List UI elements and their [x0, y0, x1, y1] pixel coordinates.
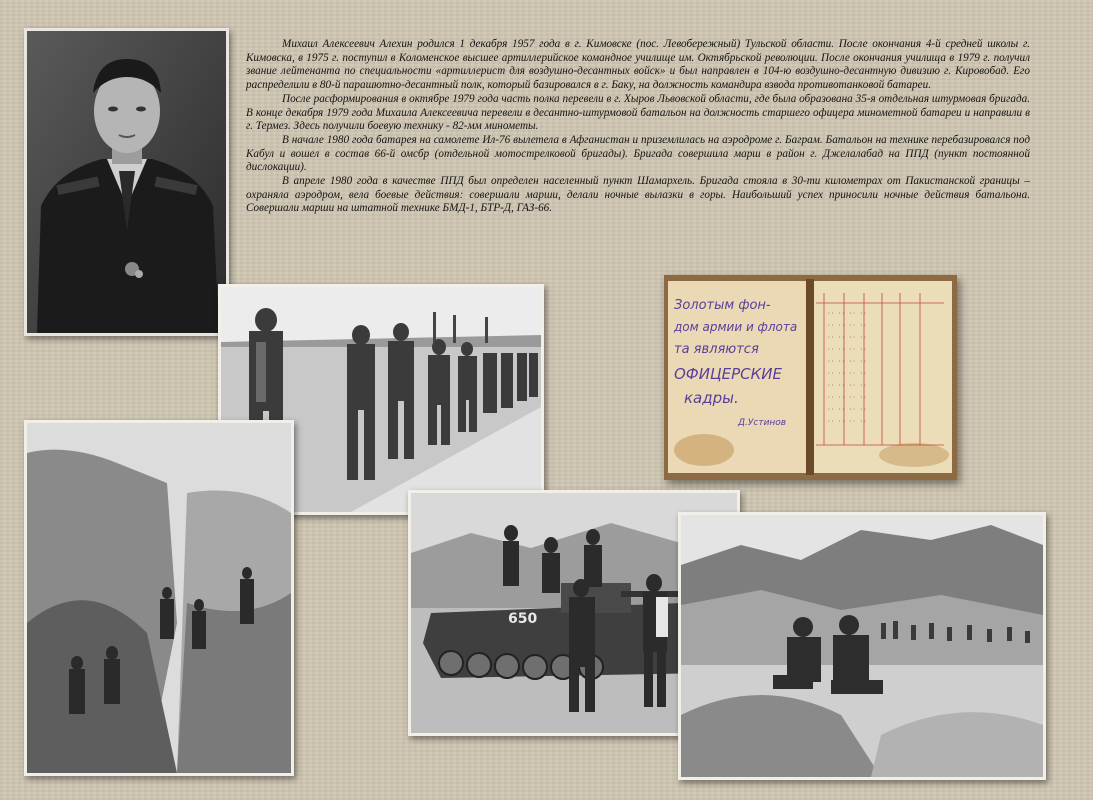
- handwriting-signature: Д.Устинов: [738, 418, 787, 428]
- svg-text:·· ·· ·· ··: ·· ·· ·· ··: [827, 334, 867, 341]
- notebook-photo: [664, 275, 957, 480]
- svg-text:·· ·· ·· ··: ·· ·· ·· ··: [827, 406, 867, 413]
- svg-text:·· ·· ·· ··: ·· ·· ·· ··: [827, 370, 867, 377]
- svg-text:·· ·· ·· ··: ·· ·· ·· ··: [827, 358, 867, 365]
- svg-text:·· ·· ·· ··: ·· ·· ·· ··: [827, 322, 867, 329]
- svg-text:·· ·· ·· ··: ·· ·· ·· ··: [827, 310, 867, 317]
- handwriting-line-3: та являются: [674, 342, 759, 357]
- biography-text: [246, 38, 1030, 216]
- handwriting-line-4: ОФИЦЕРСКИЕ: [674, 365, 782, 383]
- svg-text:·· ·· ·· ··: ·· ·· ·· ··: [827, 394, 867, 401]
- bio-paragraph-2: После расформирования в октябре 1979 года часть полка перевели в г. Хыров Львовской области, где была образована 35-я отдельная штурмовая бригада. В конце декабря 1979 года Михаила Алексеевича перевели в десантно-штурмовой батальон на должность старшего офицера минометной батареи и направили в г. Термез. Здесь получили боевую технику - 82-мм минометы.: [246, 92, 1030, 133]
- bio-paragraph-4: В апреле 1980 года в качестве ППД был определен населенный пункт Шамархель. Бригада стояла в 30-ти километрах от Пакистанской границы – охраняла аэродром, вела боевые действия: совершали марши, делали ночные вылазки в горы. Наибольший успех приносили ночные действия батальона. Совершали марши на штатной технике БМД-1, БТР-Д, ГАЗ-66.: [246, 175, 1030, 215]
- handwriting-line-5: кадры.: [684, 389, 739, 407]
- svg-text:·· ·· ·· ··: ·· ·· ·· ··: [827, 382, 867, 389]
- vehicle-number: 650: [508, 611, 538, 627]
- svg-text:·· ·· ·· ··: ·· ·· ·· ··: [827, 346, 867, 353]
- mountain-climb-photo: [24, 420, 294, 776]
- bio-paragraph-3: В начале 1980 года батарея на самолете Ил-76 вылетела в Афганистан и приземлилась на аэродроме г. Баграм. Батальон на технике перебазировался под Кабул и вошел в состав 66-й омсбр (отдельной мотострелковой бригады). Бригада совершила марш в район г. Джелалабад на ППД (пункт постоянной дислокации).: [246, 133, 1030, 174]
- bio-paragraph-1: Михаил Алексеевич Алехин родился 1 декабря 1957 года в г. Кимовске (пос. Левобережный) Тульской области. После окончания 4-й средней школы г. Кимовска, в 1975 г. поступил в Коломенское высшее артиллерийское командное училище им. Октябрьской революции. После окончания училища в 1979 г. получил звание лейтенанта по специальности «артиллерист для воздушно-десантных войск» и был направлен в 104-ю воздушно-десантную дивизию г. Кировобад. Его распределили в 80-й парашютно-десантный полк, который базировался в г. Баку, на должность командира взвода противотанковой батареи.: [246, 38, 1030, 92]
- portrait-photo: [24, 28, 229, 336]
- handwriting-line-1: Золотым фон-: [674, 298, 771, 313]
- soldiers-resting-photo: [678, 512, 1046, 780]
- handwriting-line-2: дом армии и флота: [674, 320, 798, 334]
- svg-text:·· ·· ·· ··: ·· ·· ·· ··: [827, 418, 867, 425]
